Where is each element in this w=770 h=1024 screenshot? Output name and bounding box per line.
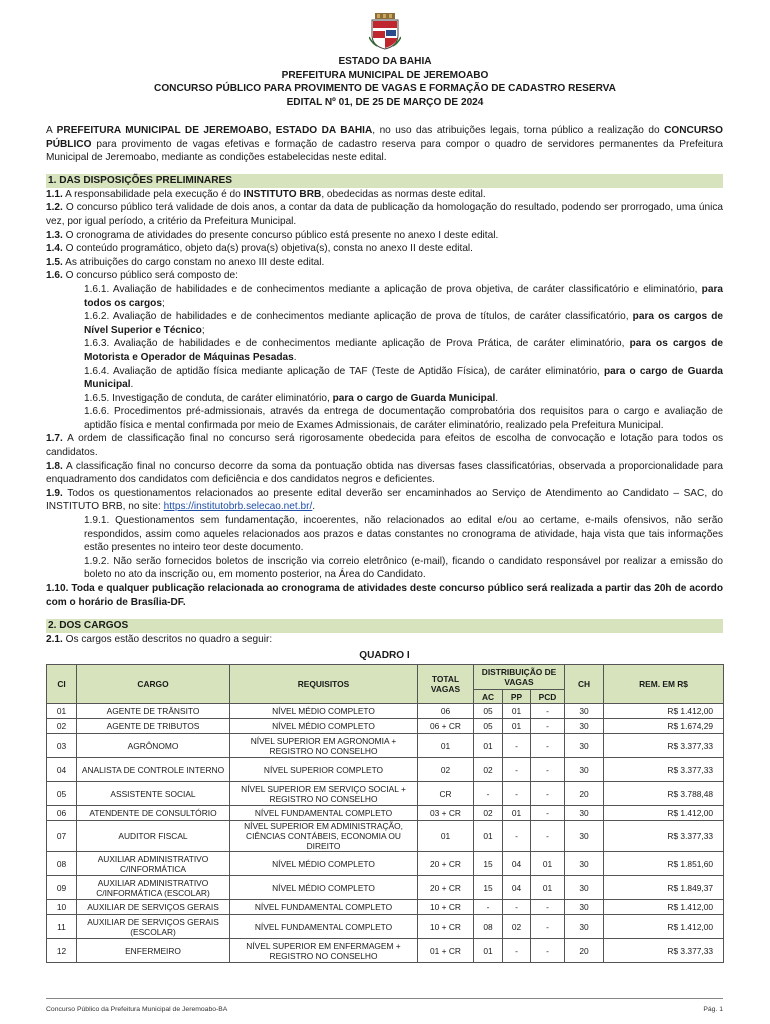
cell-rem: R$ 3.377,33 (604, 821, 724, 852)
cell-rem: R$ 3.377,33 (604, 734, 724, 758)
cell-ci: 08 (47, 852, 77, 876)
cell-rem: R$ 1.412,00 (604, 900, 724, 915)
table-row (47, 939, 724, 963)
cell-pp: - (503, 900, 531, 915)
col-header-pp: PP (503, 690, 531, 704)
cell-total: 01 (418, 734, 474, 758)
col-header-rem: REM. EM R$ (604, 665, 724, 704)
footer-title: Concurso Público da Prefeitura Municipal de Jeremoabo-BA (46, 1006, 228, 1013)
cell-pcd: - (531, 900, 565, 915)
cell-ac: 05 (474, 704, 503, 719)
col-header-total-vagas: TOTAL VAGAS (418, 665, 474, 704)
header-contest: CONCURSO PÚBLICO PARA PROVIMENTO DE VAGAS E FORMAÇÃO DE CADASTRO RESERVA (154, 83, 616, 94)
cell-cargo: ENFERMEIRO (77, 939, 230, 963)
cell-pp: 01 (503, 806, 531, 821)
cell-rem: R$ 1.412,00 (604, 704, 724, 719)
cell-cargo: AUXILIAR DE SERVIÇOS GERAIS (77, 900, 230, 915)
cell-pcd: - (531, 704, 565, 719)
cell-rem: R$ 1.412,00 (604, 806, 724, 821)
table-row (47, 900, 724, 915)
cell-ch: 30 (565, 915, 604, 939)
cell-req: NÍVEL FUNDAMENTAL COMPLETO (230, 915, 418, 939)
section-heading-1: 1. DAS DISPOSIÇÕES PRELIMINARES (46, 174, 723, 188)
table-row (47, 876, 724, 900)
clause-2-1: 2.1. Os cargos estão descritos no quadro a seguir: (46, 634, 273, 646)
clause-1-6-4: 1.6.4. Avaliação de aptidão física mediante aplicação de TAF (Teste de Aptidão Física), de caráter eliminatório, para o cargo de Guarda Municipal. (84, 365, 723, 391)
cell-cargo: AGENTE DE TRÂNSITO (77, 704, 230, 719)
cell-cargo: AUDITOR FISCAL (77, 821, 230, 852)
cell-req: NÍVEL MÉDIO COMPLETO (230, 704, 418, 719)
cell-cargo: AGRÔNOMO (77, 734, 230, 758)
clause-1-9-1: 1.9.1. Questionamentos sem fundamentação, incoerentes, não relacionados ao edital e/ou ao certame, e-mails ofensivos, não serão respondidos, assim como aqueles relacionados aos prazos e datas constantes no cronograma de atividade, haja vista que tais informações estão presentes no inteiro teor deste documento. (84, 515, 723, 554)
col-header-distribuicao: DISTRIBUIÇÃO DE VAGAS (474, 665, 565, 690)
cell-pcd: 01 (531, 876, 565, 900)
cell-req: NÍVEL FUNDAMENTAL COMPLETO (230, 900, 418, 915)
clause-1-1: 1.1. A responsabilidade pela execução é do INSTITUTO BRB, obedecidas as normas deste edital. (46, 188, 486, 200)
cell-pp: - (503, 782, 531, 806)
cell-cargo: AUXILIAR ADMINISTRATIVO C/INFORMÁTICA (ESCOLAR) (77, 876, 230, 900)
coat-of-arms-icon (369, 13, 401, 50)
clause-1-6: 1.6. O concurso público será composto de: (46, 270, 238, 282)
cell-total: 06 (418, 704, 474, 719)
table-row (47, 852, 724, 876)
cell-cargo: AUXILIAR ADMINISTRATIVO C/INFORMÁTICA (77, 852, 230, 876)
cell-ch: 30 (565, 806, 604, 821)
cell-cargo: ASSISTENTE SOCIAL (77, 782, 230, 806)
clause-1-8: 1.8. A classificação final no concurso decorre da soma da pontuação obtida nas diversas fases classificatórias, observada a proporcionalidade para enquadramento dos candidatos com deficiência e dos candidatos negros e deficientes. (46, 460, 723, 486)
document-header (0, 55, 770, 109)
header-state: ESTADO DA BAHIA (338, 56, 432, 67)
clause-1-9: 1.9. Todos os questionamentos relacionados ao presente edital deverão ser encaminhados ao Serviço de Atendimento ao Candidato – SAC, do INSTITUTO BRB, no site: https://institutobrb.selecao.net.br/. (46, 487, 723, 513)
table-row (47, 806, 724, 821)
cell-ci: 05 (47, 782, 77, 806)
cell-pcd: - (531, 939, 565, 963)
cell-ch: 30 (565, 852, 604, 876)
cell-ch: 30 (565, 876, 604, 900)
cell-pcd: - (531, 915, 565, 939)
clause-1-7: 1.7. A ordem de classificação final no concurso será rigorosamente obedecida para efeitos de escolha de convocação e lotação para todos os candidatos. (46, 433, 723, 459)
cell-total: CR (418, 782, 474, 806)
cell-pp: 04 (503, 876, 531, 900)
clause-1-6-3: 1.6.3. Avaliação de habilidades e de conhecimentos mediante aplicação de Prova Prática, de caráter eliminatório, para os cargos de Motorista e Operador de Máquinas Pesadas. (84, 338, 723, 363)
clause-1-3: 1.3. O cronograma de atividades do presente concurso público está presente no anexo I deste edital. (46, 229, 499, 241)
clause-1-6-2: 1.6.2. Avaliação de habilidades e de conhecimentos mediante aplicação de prova de títulos, de caráter classificatório, para os cargos de Nível Superior e Técnico; (84, 311, 723, 336)
clause-1-10: 1.10. Toda e qualquer publicação relacionada ao cronograma de atividades deste concurso público será realizada a partir das 20h de acordo com o horário de Brasília-DF. (46, 583, 723, 608)
col-header-cargo: CARGO (77, 665, 230, 704)
cell-total: 03 + CR (418, 806, 474, 821)
cell-req: NÍVEL FUNDAMENTAL COMPLETO (230, 806, 418, 821)
cell-ac: 05 (474, 719, 503, 734)
col-header-ch: CH (565, 665, 604, 704)
cell-total: 20 + CR (418, 852, 474, 876)
cell-cargo: ATENDENTE DE CONSULTÓRIO (77, 806, 230, 821)
page-footer (46, 998, 723, 1014)
cell-pp: - (503, 758, 531, 782)
cell-ac: 15 (474, 876, 503, 900)
cell-ch: 30 (565, 719, 604, 734)
cell-ci: 04 (47, 758, 77, 782)
cell-ac: 01 (474, 734, 503, 758)
cell-rem: R$ 1.412,00 (604, 915, 724, 939)
cell-ac: 02 (474, 758, 503, 782)
cell-ac: 01 (474, 821, 503, 852)
cell-req: NÍVEL SUPERIOR COMPLETO (230, 758, 418, 782)
cell-ch: 30 (565, 900, 604, 915)
table-row (47, 719, 724, 734)
cell-rem: R$ 3.377,33 (604, 939, 724, 963)
cell-rem: R$ 1.849,37 (604, 876, 724, 900)
cell-ac: - (474, 782, 503, 806)
col-header-requisitos: REQUISITOS (230, 665, 418, 704)
col-header-ac: AC (474, 690, 503, 704)
cell-total: 20 + CR (418, 876, 474, 900)
cell-ch: 30 (565, 734, 604, 758)
cell-total: 02 (418, 758, 474, 782)
cell-ci: 10 (47, 900, 77, 915)
positions-table (46, 664, 724, 963)
cell-total: 10 + CR (418, 900, 474, 915)
table-row (47, 915, 724, 939)
cell-req: NÍVEL SUPERIOR EM AGRONOMIA + REGISTRO NO CONSELHO (230, 734, 418, 758)
cell-ci: 09 (47, 876, 77, 900)
cell-total: 01 (418, 821, 474, 852)
cell-pcd: 01 (531, 852, 565, 876)
clause-1-2: 1.2. O concurso público terá validade de dois anos, a contar da data de publicação da homologação do resultado, podendo ser prorrogado, uma única vez, por igual período, a critério da Prefeitura Municipal. (46, 202, 723, 227)
cell-ch: 30 (565, 704, 604, 719)
cell-ci: 02 (47, 719, 77, 734)
cell-pp: 01 (503, 719, 531, 734)
cell-pp: - (503, 734, 531, 758)
cell-pcd: - (531, 719, 565, 734)
cell-req: NÍVEL SUPERIOR EM ENFERMAGEM + REGISTRO NO CONSELHO (230, 939, 418, 963)
cell-cargo: ANALISTA DE CONTROLE INTERNO (77, 758, 230, 782)
header-edital: EDITAL Nº 01, DE 25 DE MARÇO DE 2024 (286, 96, 484, 108)
clause-1-6-5: 1.6.5. Investigação de conduta, de caráter eliminatório, para o cargo de Guarda Municipal. (84, 392, 499, 404)
cell-ci: 07 (47, 821, 77, 852)
cell-pcd: - (531, 782, 565, 806)
cell-rem: R$ 3.788,48 (604, 782, 724, 806)
table-title: QUADRO I (359, 649, 410, 661)
cell-total: 01 + CR (418, 939, 474, 963)
cell-total: 06 + CR (418, 719, 474, 734)
page-number: Pág. 1 (703, 1006, 723, 1013)
clause-1-5: 1.5. As atribuições do cargo constam no anexo III deste edital. (46, 256, 325, 268)
cell-ac: 08 (474, 915, 503, 939)
cell-pcd: - (531, 806, 565, 821)
col-header-pcd: PCD (531, 690, 565, 704)
cell-ch: 30 (565, 758, 604, 782)
header-prefecture: PREFEITURA MUNICIPAL DE JEREMOABO (281, 69, 489, 81)
cell-ci: 12 (47, 939, 77, 963)
cell-req: NÍVEL MÉDIO COMPLETO (230, 852, 418, 876)
cell-ci: 11 (47, 915, 77, 939)
sac-site-link[interactable]: https://institutobrb.selecao.net.br/ (163, 501, 313, 513)
cell-cargo: AUXILIAR DE SERVIÇOS GERAIS (ESCOLAR) (77, 915, 230, 939)
cell-pp: 04 (503, 852, 531, 876)
positions-table-body (47, 704, 724, 963)
cell-req: NÍVEL MÉDIO COMPLETO (230, 876, 418, 900)
col-header-ci: CI (47, 665, 77, 704)
clause-1-6-1: 1.6.1. Avaliação de habilidades e de conhecimentos mediante a aplicação de prova objetiva, de caráter classificatório e eliminatório, para todos os cargos; (84, 283, 723, 309)
cell-pcd: - (531, 758, 565, 782)
cell-ci: 01 (47, 704, 77, 719)
cell-ci: 03 (47, 734, 77, 758)
clause-1-4: 1.4. O conteúdo programático, objeto da(s) prova(s) objetiva(s), consta no anexo II deste edital. (46, 243, 473, 255)
cell-rem: R$ 1.851,60 (604, 852, 724, 876)
table-row (47, 704, 724, 719)
cell-pcd: - (531, 734, 565, 758)
table-row (47, 734, 724, 758)
clause-1-6-6: 1.6.6. Procedimentos pré-admissionais, através da entrega de documentação comprobatória dos requisitos para o cargo e avaliação de aptidão física e mental confirmada por meio de Exames Admissionais, de caráter eliminatório, realizado pela Prefeitura Municipal. (84, 406, 723, 431)
cell-req: NÍVEL SUPERIOR EM SERVIÇO SOCIAL + REGISTRO NO CONSELHO (230, 782, 418, 806)
table-row (47, 821, 724, 852)
clause-1-9-2: 1.9.2. Não serão fornecidos boletos de inscrição via correio eletrônico (e-mail), ficando o candidato responsável por realizar a emissão do boleto no ato da inscrição ou, em momento posterior, na Área do Candidato. (84, 555, 723, 581)
cell-ac: - (474, 900, 503, 915)
cell-req: NÍVEL MÉDIO COMPLETO (230, 719, 418, 734)
cell-pp: 02 (503, 915, 531, 939)
cell-cargo: AGENTE DE TRIBUTOS (77, 719, 230, 734)
cell-ci: 06 (47, 806, 77, 821)
cell-ch: 20 (565, 782, 604, 806)
document-body (46, 124, 723, 963)
table-row (47, 758, 724, 782)
section-heading-2: 2. DOS CARGOS (46, 619, 723, 633)
cell-req: NÍVEL SUPERIOR EM ADMINISTRAÇÃO, CIÊNCIAS CONTÁBEIS, ECONOMIA OU DIREITO (230, 821, 418, 852)
cell-pcd: - (531, 821, 565, 852)
cell-pp: 01 (503, 704, 531, 719)
cell-rem: R$ 3.377,33 (604, 758, 724, 782)
cell-pp: - (503, 821, 531, 852)
cell-ac: 02 (474, 806, 503, 821)
intro-paragraph: A PREFEITURA MUNICIPAL DE JEREMOABO, ESTADO DA BAHIA, no uso das atribuições legais, torna público a realização do CONCURSO PÚBLICO para provimento de vagas efetivas e formação de cadastro reserva para compor o quadro de servidores permanentes da Prefeitura Municipal de Jeremoabo, mediante as condições estabelecidas neste edital. (46, 125, 723, 164)
cell-ch: 20 (565, 939, 604, 963)
cell-pp: - (503, 939, 531, 963)
table-row (47, 782, 724, 806)
cell-ch: 30 (565, 821, 604, 852)
cell-rem: R$ 1.674,29 (604, 719, 724, 734)
cell-total: 10 + CR (418, 915, 474, 939)
cell-ac: 01 (474, 939, 503, 963)
cell-ac: 15 (474, 852, 503, 876)
